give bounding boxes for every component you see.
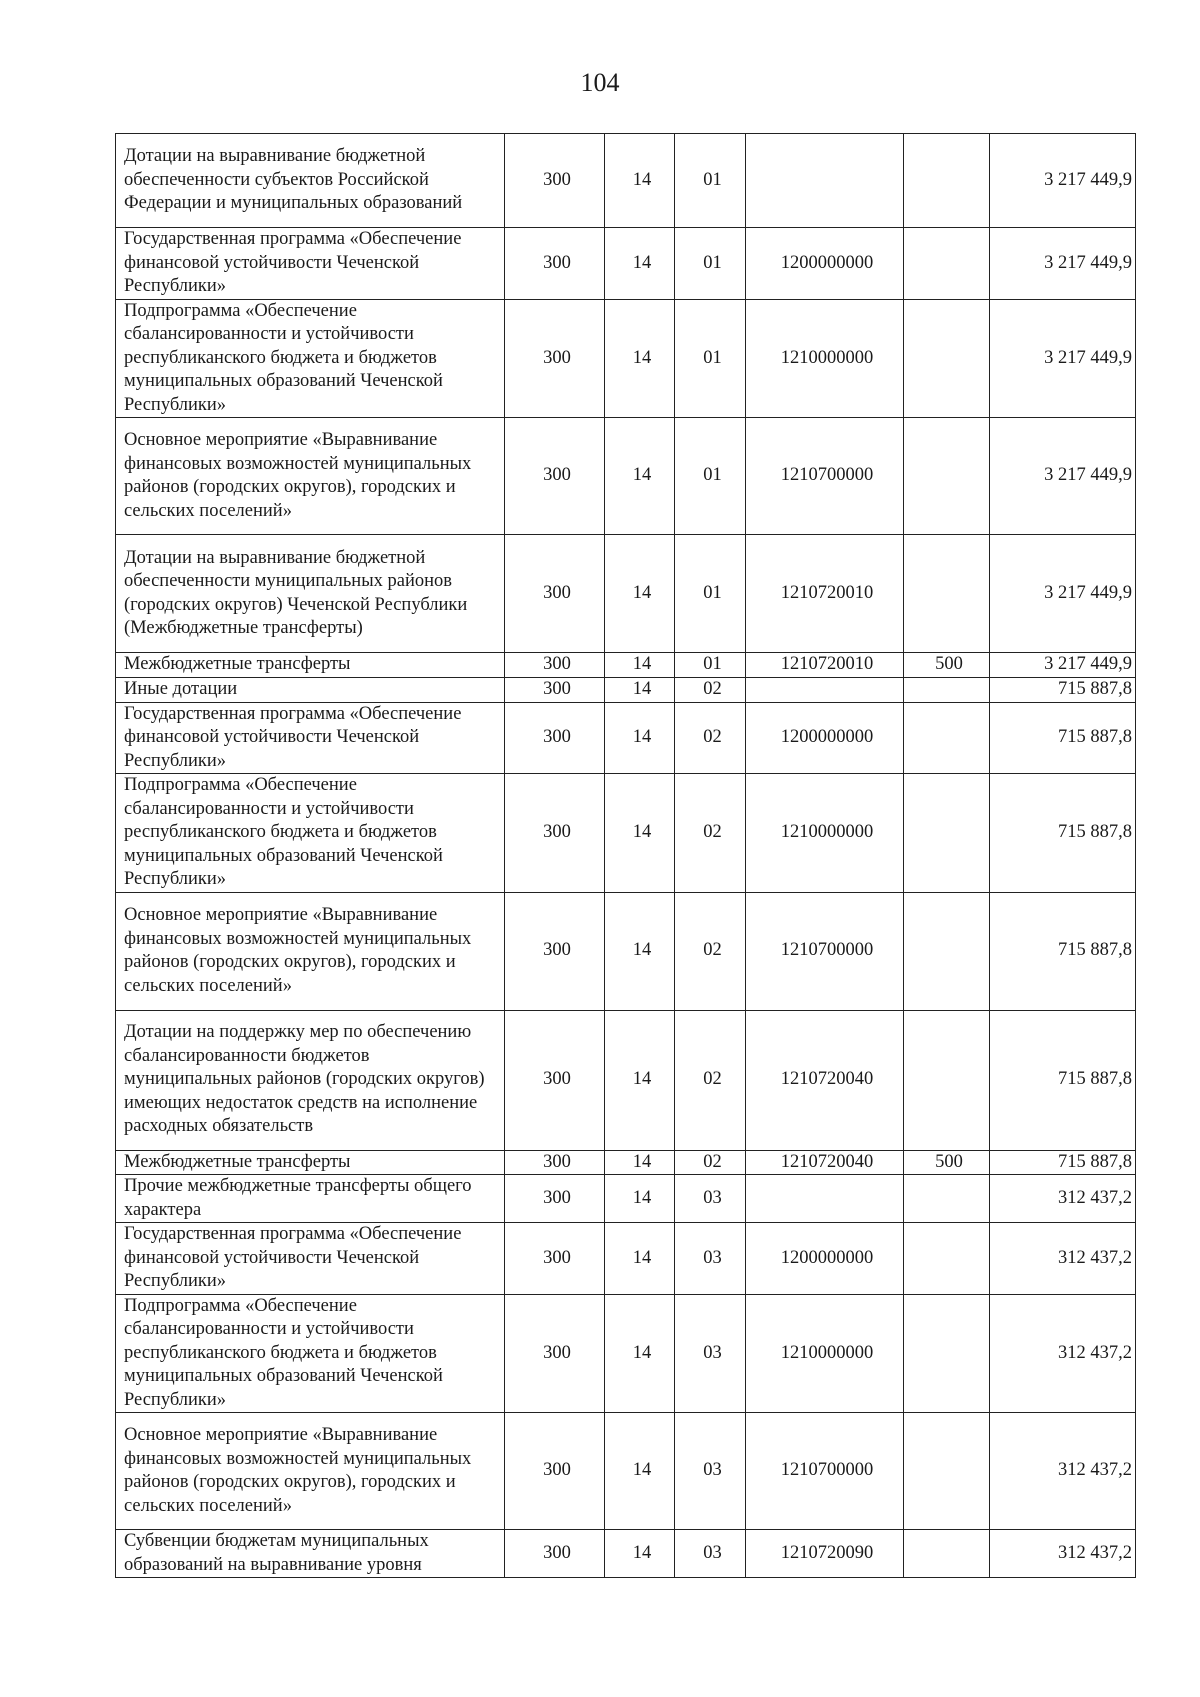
row-expense-type-code: [904, 1530, 990, 1578]
row-admin-code: 300: [505, 1413, 605, 1530]
row-admin-code: 300: [505, 892, 605, 1010]
row-section-code: 14: [605, 228, 675, 300]
row-expense-type-code: [904, 774, 990, 893]
row-name: Межбюджетные трансферты: [116, 653, 505, 678]
table-row: [116, 1010, 1136, 1150]
row-sum: 715 887,8: [990, 774, 1136, 893]
row-target-code: [746, 1175, 904, 1223]
row-section-code: 14: [605, 134, 675, 228]
row-admin-code: 300: [505, 1010, 605, 1150]
row-target-code: 1210720040: [746, 1010, 904, 1150]
table-row: [116, 134, 1136, 228]
row-sum: 715 887,8: [990, 1010, 1136, 1150]
table-row: [116, 1530, 1136, 1578]
row-expense-type-code: [904, 299, 990, 418]
row-target-code: 1210700000: [746, 418, 904, 535]
table-row: [116, 1294, 1136, 1413]
row-name: Подпрограмма «Обеспечение сбалансированности и устойчивости республиканского бюджета и бюджетов муниципальных образований Чеченской Республики»: [116, 1294, 505, 1413]
row-target-code: 1200000000: [746, 228, 904, 300]
table-row: [116, 892, 1136, 1010]
table-row: [116, 653, 1136, 678]
row-section-code: 14: [605, 1010, 675, 1150]
row-name: Субвенции бюджетам муниципальных образований на выравнивание уровня: [116, 1530, 505, 1578]
row-name: Межбюджетные трансферты: [116, 1150, 505, 1175]
row-subsection-code: 03: [675, 1530, 746, 1578]
row-name: Основное мероприятие «Выравнивание финансовых возможностей муниципальных районов (городских округов), городских и сельских поселений»: [116, 418, 505, 535]
row-expense-type-code: [904, 892, 990, 1010]
row-subsection-code: 02: [675, 774, 746, 893]
row-target-code: 1210720010: [746, 535, 904, 653]
row-section-code: 14: [605, 653, 675, 678]
row-subsection-code: 03: [675, 1413, 746, 1530]
table-row: [116, 418, 1136, 535]
row-section-code: 14: [605, 418, 675, 535]
table-row: [116, 299, 1136, 418]
table-row: [116, 1223, 1136, 1295]
row-admin-code: 300: [505, 1175, 605, 1223]
row-sum: 3 217 449,9: [990, 653, 1136, 678]
row-admin-code: 300: [505, 418, 605, 535]
row-subsection-code: 02: [675, 1010, 746, 1150]
row-subsection-code: 02: [675, 1150, 746, 1175]
row-sum: 715 887,8: [990, 1150, 1136, 1175]
budget-table: [115, 133, 1136, 1578]
row-name: Прочие межбюджетные трансферты общего характера: [116, 1175, 505, 1223]
row-expense-type-code: [904, 535, 990, 653]
table-row: [116, 1150, 1136, 1175]
row-target-code: 1200000000: [746, 1223, 904, 1295]
row-admin-code: 300: [505, 299, 605, 418]
row-section-code: 14: [605, 535, 675, 653]
row-name: Иные дотации: [116, 678, 505, 703]
page-number: 104: [580, 68, 620, 97]
row-name: Дотации на поддержку мер по обеспечению сбалансированности бюджетов муниципальных районов (городских округов) имеющих недостаток средств на исполнение расходных обязательств: [116, 1010, 505, 1150]
row-name: Государственная программа «Обеспечение финансовой устойчивости Чеченской Республики»: [116, 1223, 505, 1295]
row-sum: 3 217 449,9: [990, 299, 1136, 418]
row-sum: 3 217 449,9: [990, 134, 1136, 228]
table-body: [116, 134, 1136, 1578]
row-target-code: 1200000000: [746, 702, 904, 774]
row-expense-type-code: [904, 1294, 990, 1413]
row-sum: 312 437,2: [990, 1413, 1136, 1530]
row-name: Дотации на выравнивание бюджетной обеспеченности субъектов Российской Федерации и муниципальных образований: [116, 134, 505, 228]
row-expense-type-code: 500: [904, 653, 990, 678]
row-admin-code: 300: [505, 702, 605, 774]
row-admin-code: 300: [505, 228, 605, 300]
row-section-code: 14: [605, 1223, 675, 1295]
table-row: [116, 535, 1136, 653]
row-expense-type-code: [904, 1010, 990, 1150]
row-section-code: 14: [605, 678, 675, 703]
row-expense-type-code: [904, 1413, 990, 1530]
row-subsection-code: 01: [675, 134, 746, 228]
row-expense-type-code: [904, 702, 990, 774]
table-row: [116, 774, 1136, 893]
row-sum: 3 217 449,9: [990, 418, 1136, 535]
row-sum: 312 437,2: [990, 1294, 1136, 1413]
row-target-code: 1210720090: [746, 1530, 904, 1578]
row-sum: 312 437,2: [990, 1175, 1136, 1223]
row-name: Подпрограмма «Обеспечение сбалансированности и устойчивости республиканского бюджета и бюджетов муниципальных образований Чеченской Республики»: [116, 774, 505, 893]
row-sum: 3 217 449,9: [990, 535, 1136, 653]
row-sum: 715 887,8: [990, 892, 1136, 1010]
row-section-code: 14: [605, 1175, 675, 1223]
row-expense-type-code: [904, 418, 990, 535]
row-section-code: 14: [605, 1530, 675, 1578]
row-sum: 3 217 449,9: [990, 228, 1136, 300]
row-expense-type-code: 500: [904, 1150, 990, 1175]
row-expense-type-code: [904, 678, 990, 703]
row-target-code: 1210000000: [746, 299, 904, 418]
row-name: Государственная программа «Обеспечение финансовой устойчивости Чеченской Республики»: [116, 228, 505, 300]
row-admin-code: 300: [505, 1294, 605, 1413]
row-sum: 312 437,2: [990, 1530, 1136, 1578]
row-target-code: 1210700000: [746, 1413, 904, 1530]
row-subsection-code: 02: [675, 892, 746, 1010]
row-section-code: 14: [605, 299, 675, 418]
row-sum: 715 887,8: [990, 702, 1136, 774]
row-target-code: [746, 134, 904, 228]
table-row: [116, 702, 1136, 774]
row-sum: 715 887,8: [990, 678, 1136, 703]
row-sum: 312 437,2: [990, 1223, 1136, 1295]
row-expense-type-code: [904, 1223, 990, 1295]
row-section-code: 14: [605, 892, 675, 1010]
row-admin-code: 300: [505, 1530, 605, 1578]
row-name: Дотации на выравнивание бюджетной обеспеченности муниципальных районов (городских округов) Чеченской Республики (Межбюджетные трансферты): [116, 535, 505, 653]
row-admin-code: 300: [505, 653, 605, 678]
row-target-code: 1210720010: [746, 653, 904, 678]
row-admin-code: 300: [505, 535, 605, 653]
row-section-code: 14: [605, 1413, 675, 1530]
row-name: Подпрограмма «Обеспечение сбалансированности и устойчивости республиканского бюджета и бюджетов муниципальных образований Чеченской Республики»: [116, 299, 505, 418]
row-subsection-code: 01: [675, 228, 746, 300]
row-subsection-code: 03: [675, 1223, 746, 1295]
row-subsection-code: 01: [675, 535, 746, 653]
row-subsection-code: 01: [675, 299, 746, 418]
row-target-code: 1210720040: [746, 1150, 904, 1175]
table-row: [116, 1413, 1136, 1530]
row-section-code: 14: [605, 774, 675, 893]
row-admin-code: 300: [505, 1223, 605, 1295]
row-section-code: 14: [605, 1294, 675, 1413]
row-subsection-code: 03: [675, 1175, 746, 1223]
table-row: [116, 678, 1136, 703]
row-target-code: 1210700000: [746, 892, 904, 1010]
row-expense-type-code: [904, 1175, 990, 1223]
row-section-code: 14: [605, 1150, 675, 1175]
row-target-code: [746, 678, 904, 703]
row-name: Государственная программа «Обеспечение финансовой устойчивости Чеченской Республики»: [116, 702, 505, 774]
row-subsection-code: 01: [675, 418, 746, 535]
row-admin-code: 300: [505, 134, 605, 228]
row-subsection-code: 02: [675, 702, 746, 774]
row-target-code: 1210000000: [746, 1294, 904, 1413]
row-name: Основное мероприятие «Выравнивание финансовых возможностей муниципальных районов (городских округов), городских и сельских поселений»: [116, 1413, 505, 1530]
table-row: [116, 228, 1136, 300]
row-expense-type-code: [904, 134, 990, 228]
row-subsection-code: 02: [675, 678, 746, 703]
row-section-code: 14: [605, 702, 675, 774]
row-expense-type-code: [904, 228, 990, 300]
row-subsection-code: 03: [675, 1294, 746, 1413]
row-name: Основное мероприятие «Выравнивание финансовых возможностей муниципальных районов (городских округов), городских и сельских поселений»: [116, 892, 505, 1010]
row-admin-code: 300: [505, 678, 605, 703]
row-subsection-code: 01: [675, 653, 746, 678]
table-row: [116, 1175, 1136, 1223]
row-admin-code: 300: [505, 1150, 605, 1175]
row-target-code: 1210000000: [746, 774, 904, 893]
row-admin-code: 300: [505, 774, 605, 893]
